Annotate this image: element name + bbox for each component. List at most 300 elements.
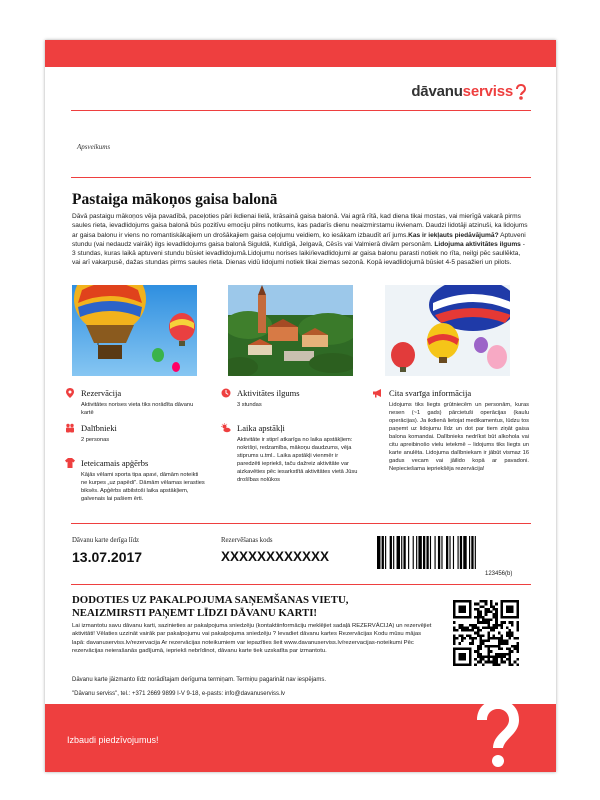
- qr-module: [461, 626, 464, 629]
- qr-module: [490, 629, 493, 632]
- qr-module: [511, 650, 514, 653]
- qr-module: [501, 626, 504, 629]
- brand-logo: [411, 83, 526, 100]
- barcode-bar: [423, 536, 425, 569]
- qr-module: [477, 648, 480, 651]
- qr-module: [490, 661, 493, 664]
- qr-module: [482, 655, 485, 658]
- intro-paragraph: [72, 212, 528, 268]
- weather-title: Laika apstākļi: [237, 423, 285, 433]
- barcode-bar: [397, 536, 400, 569]
- qr-module: [503, 642, 506, 645]
- qr-module: [495, 655, 498, 658]
- qr-module: [487, 655, 490, 658]
- qr-module: [461, 637, 464, 640]
- barcode-bar: [438, 536, 440, 569]
- qr-module: [471, 624, 474, 627]
- qr-module: [471, 637, 474, 640]
- qr-module: [477, 616, 480, 619]
- qr-module: [485, 640, 488, 643]
- code-label: Rezervēšanas kods: [221, 537, 273, 544]
- qr-module: [493, 616, 496, 619]
- qr-module: [493, 661, 496, 664]
- qr-module: [453, 629, 456, 632]
- qr-module: [482, 621, 485, 624]
- qr-module: [503, 661, 506, 664]
- brand-name-part1: dāvanu: [411, 83, 463, 100]
- qr-module: [508, 629, 511, 632]
- qr-module: [508, 655, 511, 658]
- qr-module: [456, 637, 459, 640]
- qr-module: [498, 637, 501, 640]
- qr-module: [479, 634, 482, 637]
- qr-module: [479, 616, 482, 619]
- other-info-text: Lidojums tiks liegts grūtniecēm un personām, kuras nesen (~1 gads) pārcietuši operācijas (kaulu operācijas). Ja ikdienā lietojat medikamentus, lūdzu tos paņemt uz lidojumu līdz un dot par tiem ziņāt gaisa balona komandai. Dalībnieks nedrīkst būt alkohola vai citu apreibinošo vielu ietekmē – lidojums tiks liegts un karte anulēta. Lidojuma dalībniekam ir jābūt vismaz 16 gadus vecam vai jāilido kopā ar pavadoni. Nepieciešama iepriekšēja rezervācija!: [389, 402, 529, 472]
- qr-module: [511, 663, 514, 666]
- qr-module: [477, 645, 480, 648]
- qr-module: [477, 618, 480, 621]
- info-weather: [221, 423, 361, 484]
- qr-module: [508, 661, 511, 664]
- qr-module: [487, 624, 490, 627]
- qr-module: [479, 613, 482, 616]
- qr-module: [514, 648, 517, 651]
- qr-module: [495, 613, 498, 616]
- qr-module: [477, 608, 480, 611]
- qr-module: [514, 637, 517, 640]
- qr-module: [485, 613, 488, 616]
- qr-module: [516, 629, 519, 632]
- weather-text: Aktivitāte ir stiprī atkarīga no laika apstākļiem: nokrišņi, redzamība, mākoņu daudzums, vēja stiprums u.tml.. Laika apstākļi vienmēr ir paredzēti iepriekš, taču dažreiz aktivitāte var aizkavēties pēc iesarkstītā aktivitātes vietā Jūsu drošības nolūkos: [237, 437, 358, 483]
- reservation-code: XXXXXXXXXXXX: [221, 549, 330, 564]
- qr-module: [474, 637, 477, 640]
- qr-module: [461, 640, 464, 643]
- qr-module: [474, 624, 477, 627]
- qr-module: [493, 626, 496, 629]
- qr-module: [474, 650, 477, 653]
- footer-slogan: Izbaudi piedzīvojumus!: [67, 735, 159, 745]
- barcode-bar: [471, 536, 473, 569]
- validity-date: 13.07.2017: [72, 549, 143, 565]
- qr-module: [456, 629, 459, 632]
- qr-module: [514, 645, 517, 648]
- qr-module: [479, 661, 482, 664]
- barcode-bar: [453, 536, 454, 569]
- qr-module: [474, 626, 477, 629]
- qr-module: [493, 637, 496, 640]
- duration-title: Aktivitātes ilgums: [237, 388, 300, 398]
- qr-module: [482, 618, 485, 621]
- qr-module: [464, 637, 467, 640]
- barcode-bar: [401, 536, 402, 569]
- barcode-bar: [435, 536, 436, 569]
- qr-code: [453, 600, 519, 666]
- qr-module: [477, 661, 480, 664]
- qr-module: [495, 626, 498, 629]
- qr-module: [498, 663, 501, 666]
- qr-module: [461, 634, 464, 637]
- qr-module: [490, 626, 493, 629]
- gift-card-sheet: [45, 40, 556, 772]
- qr-module: [461, 629, 464, 632]
- qr-module: [469, 629, 472, 632]
- qr-module: [482, 616, 485, 619]
- qr-module: [506, 640, 509, 643]
- barcode-bar: [393, 536, 394, 569]
- qr-module: [506, 632, 509, 635]
- qr-module: [508, 650, 511, 653]
- qr-module: [466, 634, 469, 637]
- qr-module: [495, 616, 498, 619]
- qr-module: [508, 648, 511, 651]
- qr-module: [501, 655, 504, 658]
- qr-module: [498, 632, 501, 635]
- qr-module: [485, 626, 488, 629]
- qr-module: [495, 603, 498, 606]
- qr-module: [487, 637, 490, 640]
- qr-module: [482, 640, 485, 643]
- qr-module: [490, 603, 493, 606]
- qr-module: [487, 611, 490, 614]
- qr-module: [516, 624, 519, 627]
- page-title: Pastaiga mākoņos gaisa balonā: [72, 191, 278, 208]
- qr-module: [477, 634, 480, 637]
- qr-module: [495, 624, 498, 627]
- qr-module: [474, 632, 477, 635]
- qr-module: [479, 611, 482, 614]
- qr-module: [508, 663, 511, 666]
- qr-module: [498, 655, 501, 658]
- qr-module: [495, 637, 498, 640]
- qr-module: [511, 645, 514, 648]
- qr-module: [479, 645, 482, 648]
- qr-module: [498, 640, 501, 643]
- qr-module: [477, 653, 480, 656]
- divider: [71, 177, 531, 178]
- qr-module: [477, 613, 480, 616]
- qr-module: [495, 661, 498, 664]
- qr-module: [498, 624, 501, 627]
- barcode-bar: [475, 536, 476, 569]
- qr-module: [482, 626, 485, 629]
- intro-text-2: Aptuveni stundu (vai nedaudz vairāk) ilgs ievadlidojums gaisa balonā Siguldā, Kuldīgā, Jelgavā, Cēsīs vai Valmierā divām personām.: [72, 231, 526, 248]
- balloon-photo-2: [385, 285, 510, 376]
- qr-module: [516, 642, 519, 645]
- qr-module: [493, 608, 496, 611]
- qr-module: [453, 640, 456, 643]
- divider: [71, 584, 531, 585]
- qr-module: [511, 634, 514, 637]
- qr-module: [487, 618, 490, 621]
- qr-module: [482, 605, 485, 608]
- qr-module: [490, 655, 493, 658]
- qr-module: [493, 645, 496, 648]
- info-reservation: [65, 388, 205, 417]
- qr-module: [477, 632, 480, 635]
- qr-module: [495, 608, 498, 611]
- qr-module: [453, 642, 456, 645]
- qr-module: [485, 611, 488, 614]
- intro-bold-2: Lidojuma aktivitātes ilgums: [434, 240, 521, 248]
- qr-module: [490, 618, 493, 621]
- qr-module: [453, 634, 456, 637]
- greeting-text: Apsveikums: [77, 143, 111, 151]
- qr-module: [508, 653, 511, 656]
- reservation-title: Rezervācija: [81, 388, 122, 398]
- qr-module: [487, 661, 490, 664]
- qr-module: [493, 629, 496, 632]
- qr-module: [498, 645, 501, 648]
- qr-module: [482, 658, 485, 661]
- cta-heading: DODOTIES UZ PAKALPOJUMA SAŅEMŠANAS VIETU, NEAIZMIRSTI PAŅEMT LĪDZI DĀVANU KARTI!: [72, 594, 349, 619]
- barcode-bar: [441, 536, 442, 569]
- qr-module: [501, 648, 504, 651]
- qr-module: [493, 658, 496, 661]
- qr-module: [495, 645, 498, 648]
- qr-module: [503, 653, 506, 656]
- clothing-title: Ieteicamais apģērbs: [81, 458, 149, 468]
- qr-module: [501, 653, 504, 656]
- qr-module: [498, 642, 501, 645]
- qr-module: [474, 616, 477, 619]
- brand-name-part2: serviss: [462, 83, 513, 100]
- qr-module: [479, 637, 482, 640]
- qr-module: [493, 605, 496, 608]
- qr-module: [514, 661, 517, 664]
- qr-module: [498, 648, 501, 651]
- barcode-bar: [408, 536, 409, 569]
- barcode-bar: [377, 536, 380, 569]
- town-photo: [228, 285, 353, 376]
- qr-module: [501, 634, 504, 637]
- qr-module: [479, 605, 482, 608]
- qr-module: [487, 621, 490, 624]
- qr-module: [508, 634, 511, 637]
- qr-module: [474, 663, 477, 666]
- pin-mark-icon: [516, 84, 526, 100]
- qr-module: [477, 626, 480, 629]
- qr-module: [490, 650, 493, 653]
- qr-finder: [458, 653, 466, 661]
- qr-module: [477, 629, 480, 632]
- clock-icon: [221, 388, 231, 398]
- qr-module: [501, 658, 504, 661]
- qr-module: [458, 634, 461, 637]
- qr-module: [506, 648, 509, 651]
- qr-module: [474, 608, 477, 611]
- qr-module: [474, 658, 477, 661]
- qr-module: [487, 632, 490, 635]
- barcode-bar: [416, 536, 417, 569]
- qr-module: [501, 661, 504, 664]
- intro-text-1: Dāvā pastaigu mākoņos vēja pavadībā, paceļoties pāri ikdienai lielā, krāsainā gaisa balonā. Vai agrā rītā, kad diena tikai mostas, vai mierīgā vakarā pirms saules rieta, ievadlidojums gaisa balonā būs pozitīvu emociju pilns notikums, kas padarīs dienu neaizmirstamu ikvienam. Daudzi lidotāji atzinuši, ka lidojums ar gaisa balonu ir viens no romantiskākajiem un drošākajiem gaisa ceļojumu veidiem, ko iesākam izbaudīt arī jums.: [72, 213, 528, 239]
- qr-module: [458, 624, 461, 627]
- qr-module: [490, 637, 493, 640]
- qr-module: [508, 632, 511, 635]
- qr-module: [506, 626, 509, 629]
- barcode-bar: [463, 536, 466, 569]
- duration-text: 3 stundas: [237, 402, 262, 408]
- qr-module: [493, 624, 496, 627]
- location-pin-icon: [65, 388, 75, 398]
- qr-module: [495, 618, 498, 621]
- qr-module: [479, 642, 482, 645]
- barcode-bar: [446, 536, 448, 569]
- qr-module: [493, 663, 496, 666]
- qr-module: [516, 621, 519, 624]
- qr-module: [516, 648, 519, 651]
- barcode-bar: [426, 536, 428, 569]
- qr-module: [471, 626, 474, 629]
- people-icon: [65, 423, 75, 433]
- qr-module: [506, 653, 509, 656]
- intro-bold-1: Kas ir iekļauts piedāvājumā?: [408, 231, 499, 239]
- divider: [71, 110, 531, 111]
- barcode-bar: [382, 536, 384, 569]
- shirt-icon: [65, 458, 75, 468]
- qr-module: [469, 637, 472, 640]
- qr-module: [516, 626, 519, 629]
- reservation-text: Aktivitātes norises vieta tiks norādīta dāvanu kartē: [81, 402, 194, 416]
- cta-body: Lai izmantotu savu dāvanu karti, sazinieties ar pakalpojuma sniedzēju (kontaktiinformāciju meklējiet sadaļā REZERVĀCIJA) un rezervējiet aktivitāti! Vēlaties uzzināt vairāk par pakalpojumu vai pakalpojuma sniedzēju ? Ievadiet dāvanu kartes Rezervācijas Kodu mūsu mājas lapā: davanuserviss.lv/rezervacija Ar rezervācijas noteikumiem var iepazīties šeit www.davanuserviss.lv/rezervacijas-noteikumi Pēc rezervācijas neierašanās gadījumā, iepriekš nebrīdinot, dāvanu karte tiek uzskatīta par izmantotu.: [72, 623, 432, 654]
- barcode-bar: [403, 536, 405, 569]
- qr-module: [453, 621, 456, 624]
- qr-module: [482, 634, 485, 637]
- qr-module: [487, 608, 490, 611]
- qr-finder: [458, 605, 466, 613]
- validity-note: Dāvanu karte jāizmanto līdz norādītajam derīguma termiņam. Termiņu pagarināt nav iespējams.: [72, 677, 327, 683]
- qr-module: [453, 637, 456, 640]
- qr-module: [482, 642, 485, 645]
- qr-module: [490, 605, 493, 608]
- qr-module: [501, 642, 504, 645]
- footer-bar: [45, 704, 556, 772]
- info-clothing: [65, 458, 205, 503]
- qr-module: [485, 603, 488, 606]
- participants-text: 2 personas: [81, 437, 110, 443]
- qr-module: [485, 600, 488, 603]
- qr-module: [503, 621, 506, 624]
- barcode-bar: [469, 536, 470, 569]
- qr-module: [485, 655, 488, 658]
- qr-module: [479, 621, 482, 624]
- validity-label: Dāvanu karte derīga līdz: [72, 537, 139, 544]
- qr-module: [479, 653, 482, 656]
- qr-module: [471, 640, 474, 643]
- qr-module: [487, 640, 490, 643]
- qr-module: [487, 658, 490, 661]
- qr-module: [485, 621, 488, 624]
- qr-module: [495, 621, 498, 624]
- qr-module: [493, 613, 496, 616]
- qr-module: [474, 603, 477, 606]
- qr-module: [487, 653, 490, 656]
- qr-module: [485, 618, 488, 621]
- qr-module: [453, 626, 456, 629]
- qr-module: [506, 658, 509, 661]
- barcode-bar: [390, 536, 392, 569]
- qr-module: [485, 645, 488, 648]
- barcode-bar: [413, 536, 414, 569]
- qr-module: [511, 621, 514, 624]
- info-duration: [221, 388, 361, 409]
- info-other: [373, 388, 529, 473]
- info-participants: [65, 423, 205, 444]
- qr-module: [508, 637, 511, 640]
- barcode: [377, 536, 527, 569]
- qr-module: [466, 629, 469, 632]
- brand-mark-icon: [475, 694, 521, 772]
- qr-module: [516, 650, 519, 653]
- qr-module: [487, 626, 490, 629]
- qr-module: [501, 624, 504, 627]
- participants-title: Dalībnieki: [81, 423, 117, 433]
- qr-module: [479, 600, 482, 603]
- qr-module: [477, 621, 480, 624]
- qr-module: [493, 634, 496, 637]
- qr-module: [503, 655, 506, 658]
- qr-module: [503, 640, 506, 643]
- qr-module: [490, 611, 493, 614]
- qr-module: [498, 653, 501, 656]
- barcode-number: 123456(b): [485, 571, 513, 577]
- qr-module: [493, 655, 496, 658]
- qr-module: [482, 600, 485, 603]
- barcode-bar: [449, 536, 450, 569]
- qr-module: [490, 645, 493, 648]
- megaphone-icon: [373, 388, 383, 398]
- qr-module: [516, 658, 519, 661]
- qr-module: [477, 603, 480, 606]
- qr-module: [458, 642, 461, 645]
- barcode-bar: [460, 536, 462, 569]
- qr-module: [471, 642, 474, 645]
- qr-module: [469, 642, 472, 645]
- qr-module: [487, 645, 490, 648]
- qr-module: [501, 637, 504, 640]
- qr-module: [508, 621, 511, 624]
- qr-module: [482, 663, 485, 666]
- qr-module: [471, 629, 474, 632]
- clothing-text: Kājās vēlami sporta tipa apavi, dāmām noteikti ne kurpes „uz papēdi". Dāmām vēlamas ierastiеs biksēs. Apģērbs atbilstoši laika apstākļiem, galvenais lai pašiem ērti.: [81, 472, 205, 502]
- qr-module: [479, 648, 482, 651]
- qr-module: [495, 658, 498, 661]
- barcode-bar: [418, 536, 421, 569]
- barcode-bar: [458, 536, 459, 569]
- balloon-photo-1: [72, 285, 197, 376]
- qr-finder: [506, 605, 514, 613]
- qr-module: [469, 634, 472, 637]
- qr-module: [495, 663, 498, 666]
- qr-module: [485, 661, 488, 664]
- qr-module: [485, 608, 488, 611]
- top-bar: [45, 40, 556, 67]
- qr-module: [458, 626, 461, 629]
- qr-module: [508, 658, 511, 661]
- qr-module: [479, 640, 482, 643]
- qr-module: [464, 626, 467, 629]
- qr-module: [506, 642, 509, 645]
- intro-text-3: - 3 stundas, kuras laikā aptuveni stundu būsiet ievadlidojumā.Lidojumu norises laiki/ievadlidojumi ar gaisa balonu parasti notiek no rīta, neilgi pēc saullēkta, vai arī vakarpusē, dažas stundas pirms saules rieta. Dienas vidū lidojumi notiek tikai ziemas sezonā. Kopā ievadlidojumā būsiet 4-5 pasažieri un pilots.: [72, 240, 525, 267]
- qr-module: [511, 624, 514, 627]
- barcode-bar: [385, 536, 386, 569]
- qr-module: [487, 648, 490, 651]
- barcode-bar: [430, 536, 431, 569]
- qr-module: [466, 626, 469, 629]
- contact-info: "Dāvanu serviss", tel.: +371 2669 9899 I-V 9-18, e-pasts: info@davanuserviss.lv: [72, 691, 285, 697]
- qr-module: [477, 611, 480, 614]
- qr-module: [477, 655, 480, 658]
